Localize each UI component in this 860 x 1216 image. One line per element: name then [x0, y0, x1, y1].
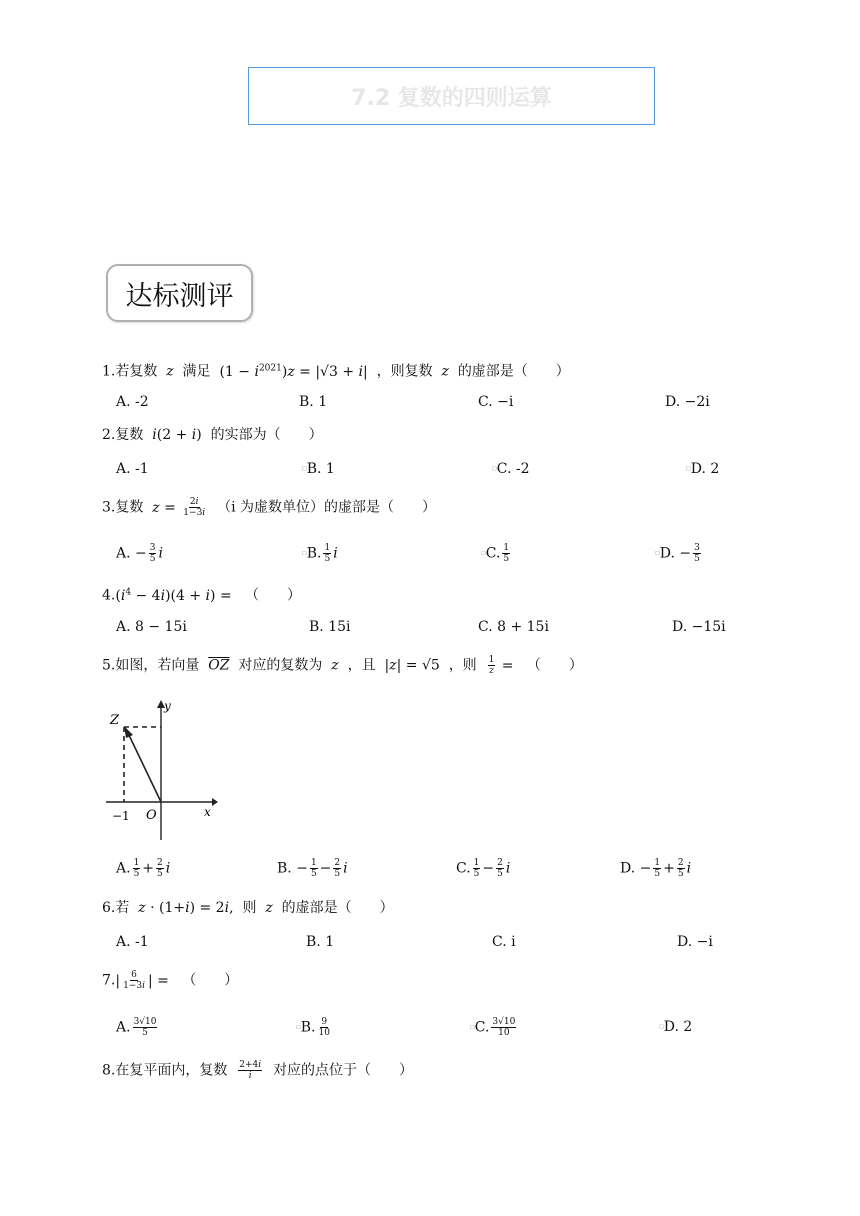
question-3 — [102, 497, 436, 518]
question-5: 5.如图，若向量 $\overline{OZ}$ 对应的复数为 z ，且 |z| = √5 ，则 $\frac{1}{z}$ = （ ） — [102, 655, 583, 676]
q3-formula: z = $\frac{2i}{1-3i}$ — [152, 497, 206, 518]
label-x: x — [204, 805, 211, 819]
q2-suffix: 的实部为（ ） — [210, 427, 323, 443]
q5-option-b[interactable]: B. − $\frac{1}{5}$ − $\frac{2}{5}$ i — [277, 858, 348, 879]
q4-option-c[interactable]: C. 8 + 15i — [478, 619, 549, 635]
q7-formula: | $\frac{6}{1-3i}$ | = — [115, 970, 178, 991]
q4-prefix: 4. — [102, 587, 116, 604]
q8-formula: $\frac{2+4i}{i}$ — [239, 1060, 262, 1081]
label-y: y — [164, 699, 171, 713]
page-title: 7.2 复数的四则运算 — [351, 85, 552, 111]
q2-option-d[interactable]: □D. 2 — [686, 461, 720, 477]
q1-suffix: 的虚部是（ ） — [457, 363, 570, 380]
q7-option-a[interactable]: A. $\frac{3√10}{5}$ — [116, 1017, 157, 1038]
label-neg1: −1 — [112, 809, 130, 823]
q2-option-b[interactable]: □B. 1 — [302, 461, 335, 477]
q2-formula: i(2 + i) — [152, 427, 207, 443]
q2-option-c[interactable]: □C. -2 — [492, 461, 530, 477]
section-tag: 达标测评 — [106, 264, 253, 322]
q3-option-a[interactable]: A. − $\frac{3}{5}$ i — [116, 543, 163, 564]
q5-prefix: 5.如图，若向量 — [102, 657, 200, 674]
q7-option-b[interactable]: □B. $\frac{9}{10}$ — [296, 1017, 330, 1038]
q4-option-b[interactable]: B. 15i — [309, 619, 351, 635]
q4-option-d[interactable]: D. −15i — [672, 619, 726, 635]
q5-suffix: （ ） — [526, 657, 583, 674]
q5-figure — [100, 696, 220, 846]
q5-option-d[interactable]: D. − $\frac{1}{5}$ + $\frac{2}{5}$ i — [620, 858, 692, 879]
question-1: 1.若复数 z 满足 $(1 - i^{2021})z = |√3 + i|$ ，则复数 z 的虚部是（ ） — [102, 363, 570, 380]
q4-option-a[interactable]: A. 8 − 15i — [116, 619, 187, 635]
question-7 — [102, 970, 238, 991]
question-4 — [102, 582, 301, 606]
q1-option-b[interactable]: B. 1 — [299, 394, 328, 410]
q6-formula: z · (1+i) = 2i, — [138, 900, 238, 916]
q5-mid1: 对应的复数为 — [238, 657, 323, 674]
q6-suffix: 的虚部是（ ） — [281, 900, 394, 916]
q5-mid2: ，且 — [347, 657, 376, 674]
q2-option-a[interactable]: A. -1 — [116, 461, 149, 477]
q5-formula: |z| = √5 — [380, 657, 445, 674]
label-o: O — [146, 808, 157, 823]
question-8 — [102, 1060, 413, 1081]
title-box — [248, 67, 655, 125]
q1-mid1: 满足 — [182, 363, 211, 380]
q7-prefix: 7. — [102, 972, 116, 989]
q7-option-d[interactable]: □D. 2 — [659, 1019, 693, 1035]
q6-option-a[interactable]: A. -1 — [116, 934, 149, 950]
q3-option-c[interactable]: □C. $\frac{1}{5}$ — [481, 543, 510, 564]
q4-suffix: （ ） — [245, 587, 302, 604]
q6-option-c[interactable]: C. i — [492, 934, 516, 950]
q6-prefix: 6.若 — [102, 900, 130, 916]
q1-formula: $(1 - i^{2021})z = |√3 + i|$ — [215, 363, 373, 380]
label-z: Z — [110, 713, 120, 728]
question-2 — [102, 425, 323, 445]
q3-option-b[interactable]: □B. $\frac{1}{5}$ i — [302, 543, 338, 564]
q3-prefix: 3.复数 — [102, 499, 144, 516]
q5-option-c[interactable]: C. $\frac{1}{5}$ − $\frac{2}{5}$ i — [456, 858, 511, 879]
q3-option-d[interactable]: □D. − $\frac{3}{5}$ — [655, 543, 700, 564]
q5-mid3: ，则 — [448, 657, 477, 674]
q1-option-a[interactable]: A. -2 — [116, 394, 149, 410]
q1-option-c[interactable]: C. −i — [478, 394, 514, 410]
q5-vector: $\overline{OZ}$ — [208, 657, 230, 674]
q5-formula2: $\frac{1}{z}$ = — [488, 655, 523, 676]
q6-option-d[interactable]: D. −i — [677, 934, 713, 950]
q1-mid2: ，则复数 — [376, 363, 433, 380]
q6-option-b[interactable]: B. 1 — [306, 934, 335, 950]
q1-prefix: 1.若复数 — [102, 363, 158, 380]
vector-oz — [128, 733, 161, 802]
q4-formula: $(i^4 - 4i)(4 + i)$ = — [115, 587, 241, 604]
q1-option-d[interactable]: D. −2i — [665, 394, 710, 410]
q5-option-a[interactable]: A. $\frac{1}{5}$ + $\frac{2}{5}$ i — [116, 858, 171, 879]
q2-prefix: 2.复数 — [102, 427, 144, 443]
q6-mid1: 则 — [242, 900, 257, 916]
x-axis-arrow-icon — [212, 798, 218, 806]
q3-suffix: （i 为虚数单位）的虚部是（ ） — [217, 499, 437, 516]
q7-option-c[interactable]: □C. $\frac{3√10}{10}$ — [470, 1017, 516, 1038]
q8-suffix: 对应的点位于（ ） — [273, 1062, 414, 1079]
q8-prefix: 8.在复平面内，复数 — [102, 1062, 228, 1079]
q7-suffix: （ ） — [182, 972, 239, 989]
question-6: 6.若 z · (1+i) = 2i, 则 z 的虚部是（ ） — [102, 900, 394, 916]
